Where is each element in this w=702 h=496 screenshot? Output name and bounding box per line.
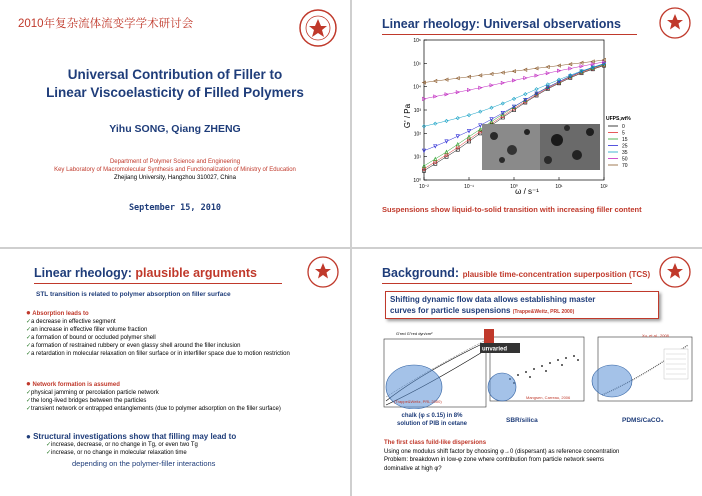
- check-icon: ✓: [26, 390, 32, 396]
- plot1-caption-a: chalk (φ ≤ 0.15) in 8%: [401, 413, 463, 419]
- x-tick-label: 10¹: [555, 184, 563, 190]
- pdms-caco3-plot: [584, 329, 696, 409]
- b3list-item: ✓increase, decrease, or no change in Tg, or even two Tg: [46, 442, 198, 448]
- absorption-list: [26, 318, 336, 358]
- plot2-caption: SBR/silica: [506, 417, 538, 424]
- box-line-2: curves for particle suspensions: [390, 306, 511, 315]
- title-line-2: Linear Viscoelasticity of Filled Polymers: [46, 85, 304, 100]
- legend-label-25: 25: [622, 143, 628, 150]
- legend-label-5: 5: [622, 130, 625, 137]
- absorption-block: [26, 309, 336, 358]
- network-block: [26, 380, 336, 413]
- b1list-item: ✓an increase in effective filler volume fraction: [26, 327, 148, 333]
- plot1-caption: [382, 413, 482, 428]
- slide4-title-a: Background:: [382, 266, 460, 280]
- check-icon: ✓: [46, 450, 52, 456]
- check-icon: ✓: [26, 327, 32, 333]
- slide4-footnotes: [384, 439, 694, 473]
- check-icon: ✓: [26, 351, 32, 357]
- zhejiang-university-logo-icon: [298, 8, 338, 48]
- legend-label-35: 35: [622, 150, 628, 156]
- plot3-caption: PDMS/CaCO₃: [622, 417, 664, 424]
- plot1-caption-b: solution of PIB in cetane: [396, 420, 467, 427]
- structural-heading: ● Structural investigations show that filling may lead to: [26, 432, 237, 441]
- slide3-title: [34, 266, 257, 280]
- slide4-title: [382, 266, 650, 280]
- b1list-item: ✓a decrease in effective segment: [26, 319, 116, 325]
- slide3-intro: STL transition is related to polymer absorption on filler surface: [36, 291, 231, 298]
- y-tick-label: 10⁰: [413, 178, 421, 184]
- tcs-statement-box: [385, 291, 659, 319]
- check-icon: ✓: [26, 398, 32, 404]
- y-tick-label: 10²: [413, 131, 421, 138]
- structural-tail: depending on the polymer-filler interactions: [72, 459, 216, 468]
- sbr-silica-plot: [480, 329, 590, 409]
- x-tick-label: 10⁻¹: [464, 184, 474, 190]
- y-tick-label: 10⁵: [413, 61, 421, 68]
- b1list-item: ✓a formation of restrained rubbery or even glassy shell around the filler inclusion: [26, 343, 241, 349]
- network-list: [26, 389, 336, 413]
- y-axis-label: G' / Pa: [403, 103, 412, 129]
- legend-label-70: 70: [622, 163, 628, 169]
- university-logo-icon: [306, 255, 340, 289]
- network-heading: ● Network formation is assumed: [26, 379, 120, 388]
- affiliation-lab: Key Laboratory of Macromolecular Synthesis and Functionalization of Ministry of Education: [54, 167, 296, 173]
- x-tick-label: 10⁰: [510, 184, 518, 190]
- authors: Yihu SONG, Qiang ZHENG: [109, 123, 241, 135]
- plot2-unvaried-tag: unvaried: [482, 346, 508, 353]
- title-line-1: Universal Contribution of Filler to: [67, 67, 283, 82]
- y-tick-label: 10³: [413, 108, 421, 114]
- box-line-1: Shifting dynamic flow data allows establishing master: [390, 295, 596, 304]
- check-icon: ✓: [46, 442, 52, 448]
- footnote-1: The first class fuild-like dispersions: [384, 440, 487, 446]
- check-icon: ✓: [26, 343, 32, 349]
- plot2-citation: Mangsen, Carreau, 2006: [526, 395, 571, 400]
- slide3-title-b: plausible arguments: [135, 266, 257, 280]
- b1list-item: ✓a formation of bound or occluded polymer shell: [26, 335, 156, 341]
- presentation-date: September 15, 2010: [128, 203, 222, 213]
- slide-universal-observations: [352, 0, 702, 247]
- box-citation: (Trappe&Weitz, PRL 2000): [512, 309, 575, 315]
- affiliation-university: Zhejiang University, Hangzhou 310027, China: [114, 175, 236, 181]
- y-tick-label: 10⁴: [413, 84, 421, 91]
- plot1-citation: (Trappe&Weitz, PRL 2000): [394, 399, 442, 404]
- x-axis-label: ω / s⁻¹: [515, 187, 539, 196]
- slide4-title-underline: [382, 283, 632, 284]
- main-title: [0, 66, 350, 102]
- y-tick-label: 10¹: [413, 154, 421, 161]
- affiliation-dept: Department of Polymer Science and Engineering: [109, 159, 241, 165]
- b1list-item: ✓a retardation in molecular relaxation on filler surface or in interfiller space due to motion restriction: [26, 351, 290, 357]
- b2list-item: ✓transient network or entrapped entanglements (due to polymer adsorption on the filler surface): [26, 406, 281, 412]
- check-icon: ✓: [26, 319, 32, 325]
- slide-background-tcs: [352, 249, 702, 496]
- plot1-axis-label: G'red G"red dyn/cm²: [396, 331, 433, 336]
- slide3-title-underline: [34, 283, 282, 284]
- footnote-3: Problem: breakdown in low-φ zone where contribution from particle network seems: [384, 457, 604, 463]
- b2list-item: ✓the long-lived bridges between the particles: [26, 398, 147, 404]
- b2list-item: ✓physical jamming or percolation particle network: [26, 390, 159, 396]
- plot3-citation: Xu, et al., 2008: [642, 333, 669, 338]
- affiliation: [0, 158, 350, 182]
- structural-block: [26, 432, 346, 468]
- footnote-4: dominative at high φ?: [384, 465, 442, 472]
- slide-title: [0, 0, 350, 247]
- absorption-heading: ● Absorption leads to: [26, 308, 89, 317]
- b3list-item: ✓increase, or no change in molecular relaxation time: [46, 450, 187, 456]
- slide2-title: Linear rheology: Universal observations: [382, 17, 621, 31]
- y-tick-label: 10⁶: [413, 38, 421, 44]
- slide-plausible-arguments: [0, 249, 350, 496]
- x-tick-label: 10⁻²: [419, 184, 429, 190]
- legend-label-50: 50: [622, 156, 628, 163]
- slide2-note: Suspensions show liquid-to-solid transition with increasing filler content: [382, 205, 642, 214]
- slide3-title-a: Linear rheology:: [34, 266, 132, 280]
- check-icon: ✓: [26, 335, 32, 341]
- x-tick-label: 10²: [600, 184, 608, 190]
- slide4-title-b: plausible time-concentration superposition (TCS): [462, 270, 651, 279]
- legend-label-15: 15: [622, 137, 628, 143]
- conference-name: 2010年复杂流体流变学学术研讨会: [18, 18, 194, 30]
- chalk-pib-plot: [380, 329, 490, 409]
- legend-label-0: 0: [622, 124, 625, 130]
- university-logo-icon: [658, 255, 692, 289]
- legend-title: UFPS,wt%: [606, 116, 631, 122]
- structural-list: [46, 441, 346, 457]
- check-icon: ✓: [26, 406, 32, 412]
- footnote-2: Using one modulus shift factor by choosing φ→0 (dispersant) as reference concentration: [384, 448, 620, 455]
- tem-inset-image: [482, 124, 600, 170]
